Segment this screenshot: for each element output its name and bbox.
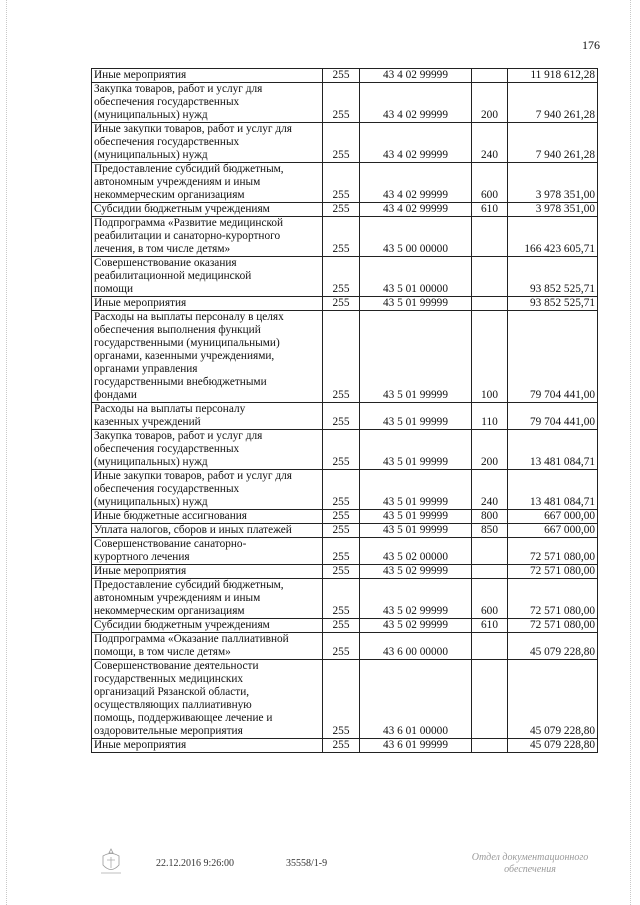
row-name-cell: Иные бюджетные ассигнования (92, 510, 323, 524)
footer-date: 22.12.2016 9:26:00 (156, 858, 235, 869)
table-row (92, 217, 598, 257)
row-name-cell: Расходы на выплаты персоналу казенных учреждений (92, 403, 323, 430)
row-code-cell: 255 (323, 579, 360, 619)
row-expense-type-cell: 850 (472, 524, 508, 538)
row-target-article-cell: 43 5 01 99999 (360, 430, 472, 470)
table-row (92, 430, 598, 470)
table-row (92, 470, 598, 510)
row-expense-type-cell: 800 (472, 510, 508, 524)
row-code-cell: 255 (323, 163, 360, 203)
row-target-article-cell: 43 4 02 99999 (360, 83, 472, 123)
row-target-article-cell: 43 5 01 99999 (360, 311, 472, 403)
row-name-cell: Иные мероприятия (92, 739, 323, 753)
row-expense-type-cell: 200 (472, 83, 508, 123)
row-expense-type-cell (472, 565, 508, 579)
row-amount-cell: 93 852 525,71 (508, 257, 598, 297)
row-target-article-cell: 43 6 01 99999 (360, 739, 472, 753)
table-row (92, 83, 598, 123)
row-code-cell: 255 (323, 430, 360, 470)
row-name-cell: Закупка товаров, работ и услуг для обеспечения государственных (муниципальных) нужд (92, 430, 323, 470)
table-row (92, 633, 598, 660)
row-amount-cell: 3 978 351,00 (508, 203, 598, 217)
row-name-cell: Расходы на выплаты персоналу в целях обеспечения выполнения функций государственными (муниципальными) органами, казенными учреждениями, органами управления государственными внебюджетными фондами (92, 311, 323, 403)
row-amount-cell: 166 423 605,71 (508, 217, 598, 257)
row-target-article-cell: 43 5 02 99999 (360, 579, 472, 619)
row-target-article-cell: 43 5 01 00000 (360, 257, 472, 297)
table-row (92, 69, 598, 83)
row-code-cell: 255 (323, 257, 360, 297)
row-target-article-cell: 43 5 02 00000 (360, 538, 472, 565)
row-code-cell: 255 (323, 739, 360, 753)
row-expense-type-cell (472, 660, 508, 739)
row-amount-cell: 45 079 228,80 (508, 633, 598, 660)
row-amount-cell: 72 571 080,00 (508, 619, 598, 633)
row-amount-cell: 7 940 261,28 (508, 83, 598, 123)
row-amount-cell: 93 852 525,71 (508, 297, 598, 311)
scan-margin-right (630, 0, 632, 905)
footer-doc-number: 35558/1-9 (286, 858, 328, 869)
row-amount-cell: 3 978 351,00 (508, 163, 598, 203)
row-code-cell: 255 (323, 297, 360, 311)
row-code-cell: 255 (323, 524, 360, 538)
row-amount-cell: 72 571 080,00 (508, 565, 598, 579)
row-target-article-cell: 43 4 02 99999 (360, 69, 472, 83)
table-row (92, 579, 598, 619)
row-expense-type-cell (472, 257, 508, 297)
row-code-cell: 255 (323, 203, 360, 217)
row-code-cell: 255 (323, 470, 360, 510)
footer (0, 850, 640, 890)
row-amount-cell: 79 704 441,00 (508, 311, 598, 403)
table-row (92, 403, 598, 430)
row-name-cell: Совершенствование деятельности государственных медицинских организаций Рязанской области, осуществляющих паллиативную помощь, поддерживающее лечение и оздоровительные мероприятия (92, 660, 323, 739)
row-code-cell: 255 (323, 510, 360, 524)
row-target-article-cell: 43 4 02 99999 (360, 203, 472, 217)
table-row (92, 203, 598, 217)
row-name-cell: Иные мероприятия (92, 565, 323, 579)
budget-table-body (92, 69, 598, 753)
table-row (92, 311, 598, 403)
row-expense-type-cell: 100 (472, 311, 508, 403)
row-amount-cell: 667 000,00 (508, 524, 598, 538)
row-name-cell: Уплата налогов, сборов и иных платежей (92, 524, 323, 538)
table-row (92, 538, 598, 565)
row-target-article-cell: 43 6 00 00000 (360, 633, 472, 660)
table-row (92, 123, 598, 163)
row-target-article-cell: 43 5 01 99999 (360, 297, 472, 311)
row-code-cell: 255 (323, 403, 360, 430)
row-code-cell: 255 (323, 69, 360, 83)
row-target-article-cell: 43 4 02 99999 (360, 123, 472, 163)
row-expense-type-cell: 600 (472, 163, 508, 203)
row-target-article-cell: 43 4 02 99999 (360, 163, 472, 203)
row-amount-cell: 79 704 441,00 (508, 403, 598, 430)
row-expense-type-cell (472, 538, 508, 565)
row-target-article-cell: 43 5 00 00000 (360, 217, 472, 257)
row-name-cell: Предоставление субсидий бюджетным, автономным учреждениям и иным некоммерческим организациям (92, 579, 323, 619)
table-row (92, 510, 598, 524)
table-row (92, 163, 598, 203)
row-target-article-cell: 43 5 02 99999 (360, 619, 472, 633)
row-code-cell: 255 (323, 217, 360, 257)
table-row (92, 739, 598, 753)
row-name-cell: Закупка товаров, работ и услуг для обеспечения государственных (муниципальных) нужд (92, 83, 323, 123)
row-code-cell: 255 (323, 123, 360, 163)
row-name-cell: Иные мероприятия (92, 69, 323, 83)
row-name-cell: Совершенствование оказания реабилитационной медицинской помощи (92, 257, 323, 297)
table-row (92, 297, 598, 311)
table-row (92, 257, 598, 297)
row-target-article-cell: 43 5 01 99999 (360, 403, 472, 430)
row-code-cell: 255 (323, 633, 360, 660)
coat-of-arms-icon (98, 847, 124, 877)
table-row (92, 565, 598, 579)
row-name-cell: Подпрограмма «Оказание паллиативной помощи, в том числе детям» (92, 633, 323, 660)
row-amount-cell: 667 000,00 (508, 510, 598, 524)
row-expense-type-cell: 240 (472, 123, 508, 163)
row-target-article-cell: 43 6 01 00000 (360, 660, 472, 739)
row-amount-cell: 72 571 080,00 (508, 538, 598, 565)
row-amount-cell: 45 079 228,80 (508, 739, 598, 753)
row-name-cell: Иные мероприятия (92, 297, 323, 311)
budget-table (91, 68, 598, 753)
row-expense-type-cell: 200 (472, 430, 508, 470)
page-number: 176 (582, 38, 600, 52)
row-target-article-cell: 43 5 02 99999 (360, 565, 472, 579)
row-code-cell: 255 (323, 538, 360, 565)
row-code-cell: 255 (323, 311, 360, 403)
row-name-cell: Субсидии бюджетным учреждениям (92, 203, 323, 217)
row-expense-type-cell: 610 (472, 203, 508, 217)
table-row (92, 660, 598, 739)
table-row (92, 619, 598, 633)
row-target-article-cell: 43 5 01 99999 (360, 510, 472, 524)
row-expense-type-cell (472, 69, 508, 83)
row-expense-type-cell (472, 297, 508, 311)
row-name-cell: Иные закупки товаров, работ и услуг для обеспечения государственных (муниципальных) нужд (92, 123, 323, 163)
row-expense-type-cell (472, 217, 508, 257)
row-amount-cell: 7 940 261,28 (508, 123, 598, 163)
row-amount-cell: 72 571 080,00 (508, 579, 598, 619)
row-name-cell: Предоставление субсидий бюджетным, автономным учреждениям и иным некоммерческим организациям (92, 163, 323, 203)
row-expense-type-cell (472, 739, 508, 753)
row-code-cell: 255 (323, 83, 360, 123)
row-target-article-cell: 43 5 01 99999 (360, 524, 472, 538)
row-amount-cell: 45 079 228,80 (508, 660, 598, 739)
row-code-cell: 255 (323, 619, 360, 633)
row-amount-cell: 11 918 612,28 (508, 69, 598, 83)
row-code-cell: 255 (323, 565, 360, 579)
row-expense-type-cell (472, 633, 508, 660)
table-row (92, 524, 598, 538)
row-expense-type-cell: 600 (472, 579, 508, 619)
scan-margin-left (6, 0, 8, 905)
row-expense-type-cell: 110 (472, 403, 508, 430)
row-expense-type-cell: 610 (472, 619, 508, 633)
row-amount-cell: 13 481 084,71 (508, 430, 598, 470)
row-code-cell: 255 (323, 660, 360, 739)
row-name-cell: Субсидии бюджетным учреждениям (92, 619, 323, 633)
row-name-cell: Подпрограмма «Развитие медицинской реабилитации и санаторно-курортного лечения, в том числе детям» (92, 217, 323, 257)
row-target-article-cell: 43 5 01 99999 (360, 470, 472, 510)
row-expense-type-cell: 240 (472, 470, 508, 510)
row-name-cell: Иные закупки товаров, работ и услуг для обеспечения государственных (муниципальных) нужд (92, 470, 323, 510)
row-name-cell: Совершенствование санаторно- курортного лечения (92, 538, 323, 565)
row-amount-cell: 13 481 084,71 (508, 470, 598, 510)
footer-department-stamp: Отдел документационного обеспечения (471, 852, 589, 875)
